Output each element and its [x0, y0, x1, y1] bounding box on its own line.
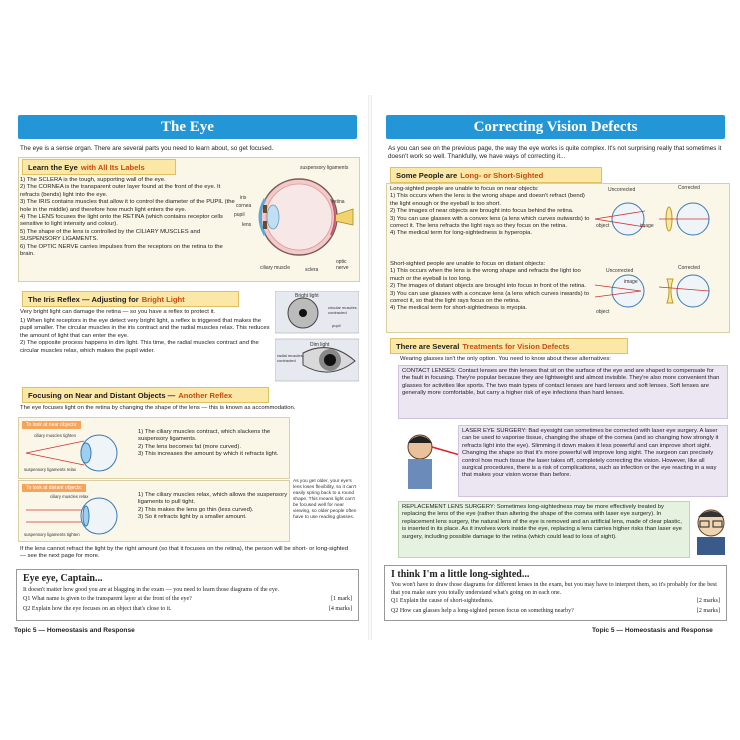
heading-part-a: Learn the Eye: [28, 162, 78, 172]
label-ciliary: ciliary muscle: [260, 265, 291, 271]
treat-lead: Wearing glasses isn't the only option. You need to know about these alternatives:: [400, 356, 611, 362]
list-item: 2) The lens becomes fat (more curved).: [138, 443, 242, 450]
label-pupil-iris: pupil: [332, 323, 341, 328]
question-marks: [2 marks]: [696, 608, 720, 614]
label-object-1: object: [596, 223, 610, 229]
label-retina: retina: [332, 199, 345, 205]
label-dim-light: Dim light: [310, 342, 330, 348]
page-title: The Eye: [161, 118, 214, 135]
long-sight-text: [390, 186, 590, 238]
label-corrected-1: Corrected: [678, 185, 700, 191]
heading-part-b: with All Its Labels: [80, 162, 145, 172]
heading-part-a: Focusing on Near and Distant Objects —: [28, 390, 176, 400]
question-marks: [1 mark]: [331, 596, 352, 602]
list-item: 4) The medical term for long-sightedness is hyperopia.: [390, 230, 532, 237]
list-item: 4) The LENS focuses the light onto the RETINA (which contains receptor cells sensitive to light intensity and colour).: [20, 214, 223, 228]
page-title-banner: [386, 115, 725, 139]
question-marks: [4 marks]: [328, 606, 352, 612]
intro-text: The eye is a sense organ. There are several parts you need to learn about, so get focused.: [20, 145, 274, 152]
right-page: [378, 95, 733, 640]
question-intro: It doesn't matter how good you are at blagging in the exam — you need to learn those diagrams of the eye.: [23, 587, 280, 593]
label-far-b: suspensory ligaments tighten: [24, 532, 80, 537]
list-item: 3) The IRIS contains muscles that allow it to control the diameter of the PUPIL (the hole in the middle) and therefore how much light enters the eye.: [20, 199, 235, 213]
labels-list: [20, 177, 235, 258]
list-item: 2) The images of distant objects are brought into focus in front of the retina.: [390, 283, 587, 290]
laser-illustration: [400, 425, 460, 495]
label-optic: optic nerve: [336, 259, 349, 271]
heading-part-b: Another Reflex: [178, 390, 233, 400]
label-sclera: sclera: [305, 267, 319, 273]
replacement-text: REPLACEMENT LENS SURGERY: Sometimes long-sightedness may be more effectively treated by replacing the lens of the eye (rather than altering the shape of the cornea with laser eye surgery). In replacement lens surgery, the natural lens of the eye is removed and an artificial lens, made of clear plastic, is inserted in its place. As it involves work inside the eye, replacing a lens carries higher risks than laser eye surgery, including possible damage to the retina (which could lead to loss of sight).: [402, 504, 682, 540]
list-item: 1) The SCLERA is the tough, supporting wall of the eye.: [20, 177, 166, 183]
section-heading-focus: [22, 387, 269, 403]
heading-part-b: Long- or Short-Sighted: [460, 170, 544, 180]
list-item: 1) This occurs when the lens is the wrong shape and doesn't refract (bend) the light enough or the eyeball is too short.: [390, 193, 585, 207]
question-row: [391, 598, 720, 604]
label-near-b: suspensory ligaments relax: [24, 467, 77, 472]
label-radial: radial muscles contracted: [277, 353, 303, 363]
list-item: 5) The shape of the lens is controlled by the CILIARY MUSCLES and SUSPENSORY LIGAMENTS.: [20, 228, 201, 243]
label-far-a: ciliary muscles relax: [50, 494, 89, 499]
list-item: 4) The medical term for short-sightedness is myopia.: [390, 305, 528, 312]
left-page: [10, 95, 365, 640]
footer-right: Topic 5 — Homeostasis and Response: [592, 627, 713, 634]
heading-part-a: There are Several: [396, 341, 460, 351]
question-text: Q2 Explain how the eye focuses on an object that's close to it.: [23, 606, 172, 612]
list-item: 2) The images of near objects are brought into focus behind the retina.: [390, 208, 574, 215]
list-item: 2) This makes the lens go thin (less curved).: [138, 506, 254, 513]
iris-list: [20, 318, 270, 355]
intro-text: As you can see on the previous page, the way the eye works is quite complex. It's not surprising really that sometimes it doesn't work so well. Thankfully, we have ways of correcting it...: [388, 145, 722, 160]
label-object-2: object: [596, 309, 610, 315]
label-uncorrected-1: Uncorrected: [608, 187, 636, 193]
label-cornea: cornea: [236, 203, 252, 209]
focus-intro: The eye focuses light on the retina by changing the shape of the lens — this is known as accommodation.: [20, 405, 296, 411]
glasses-man-illustration: [691, 505, 731, 555]
section-heading-sight: [390, 167, 602, 183]
question-row: [23, 596, 352, 602]
label-image-2: image: [624, 279, 638, 285]
label-near-a: ciliary muscles tighten: [34, 433, 77, 438]
label-lens: lens: [242, 222, 252, 228]
label-pupil: pupil: [234, 212, 245, 218]
list-item: 2) The opposite process happens in dim light. This time, the radial muscles contract and the circular muscles relax, which makes the pupil wider.: [20, 340, 259, 354]
section-heading-iris: [22, 291, 239, 307]
list-item: 2) The CORNEA is the transparent outer layer found at the front of the eye. It refracts (bends) light into the eye.: [20, 184, 221, 198]
question-box-left: [16, 569, 359, 621]
question-title: Eye eye, Captain...: [23, 573, 103, 584]
label-corrected-2: Corrected: [678, 265, 700, 271]
question-intro: You won't have to draw those diagrams for different lenses in the exam, but you may have to interpret them, so it's probably for the best that you make sure you totally understand what's going on in each one.: [391, 582, 717, 596]
question-marks: [2 marks]: [696, 598, 720, 604]
question-text: Q2 How can glasses help a long-sighted person focus on something nearby?: [391, 608, 574, 614]
laser-text: LASER EYE SURGERY: Bad eyesight can sometimes be corrected with laser eye surgery. A laser can be used to vaporise tissue, changing the shape of the cornea (and so changing how strongly it refracts light into the eye). Slimming it down makes it less powerful and can improve short sight. Changing the shape so that it's more powerful will improve long sight. The surgeon can precisely control how much tissue the laser takes off, completely correcting the vision. However, like all surgical procedures, there is a risk of complications, such as infection or the eye reacting in a way that makes your vision worse than before.: [462, 428, 719, 479]
far-list: [138, 492, 288, 522]
question-box-right: [384, 565, 727, 621]
heading-part-a: Some People are: [396, 170, 458, 180]
contact-lens-text: CONTACT LENSES: Contact lenses are thin lenses that sit on the surface of the eye and are shaped to compensate for the fault in focusing. They're popular because they are lightweight and almost invisible. They're also more convenient than glasses for activities like sports. The two main types of contact lenses are hard lenses and soft lenses. Soft lenses are generally more comfortable, but carry a higher risk of eye infections than hard lenses.: [402, 368, 720, 397]
question-row: [23, 606, 352, 612]
heading-part-b: Treatments for Vision Defects: [462, 341, 570, 351]
side-note: As you get older, your eye's lens loses flexibility, so it can't easily spring back to a round shape. This means light can't be focused well for near viewing, so older people often have to use reading glasses.: [293, 479, 357, 520]
heading-part-a: The Iris Reflex — Adjusting for: [28, 294, 139, 304]
section-heading-labels: [22, 159, 176, 175]
book-spine: [368, 95, 372, 640]
far-tag: To look at distant objects:: [22, 484, 86, 492]
label-image-1: image: [640, 223, 654, 229]
section-heading-treat: [390, 338, 628, 354]
list-item: 1) When light receptors in the eye detect very bright light, a reflex is triggered that makes the pupil smaller. The circular muscles in the iris contract and the radial muscles relax. This reduces the amount of light that can enter the eye.: [20, 318, 270, 339]
heading-part-b: Bright Light: [141, 294, 185, 304]
list-item: 3) So it refracts light by a smaller amount.: [138, 514, 247, 521]
list-item: 1) The ciliary muscles relax, which allows the suspensory ligaments to pull tight.: [138, 492, 288, 506]
label-circular: circular muscles contracted: [328, 305, 357, 315]
list-item: 1) This occurs when the lens is the wrong shape and refracts the light too much or the eyeball is too long.: [390, 268, 581, 282]
label-iris: iris: [240, 195, 247, 201]
list-item: 3) You can use glasses with a convex lens (a lens which curves outwards) to correct it. The lens refracts the light rays so they focus on the retina.: [390, 215, 590, 230]
near-list: [138, 429, 288, 459]
short-sight-text: [390, 261, 590, 313]
list-item: 1) The ciliary muscles contract, which slackens the suspensory ligaments.: [138, 429, 271, 443]
question-title: I think I'm a little long-sighted...: [391, 569, 530, 580]
short-lead: Short-sighted people are unable to focus on distant objects:: [390, 261, 546, 267]
page-title: Correcting Vision Defects: [473, 118, 638, 135]
label-uncorrected-2: Uncorrected: [606, 268, 634, 274]
list-item: 3) This increases the amount by which it refracts light.: [138, 451, 279, 458]
iris-intro: Very bright light can damage the retina — so you have a reflex to protect it.: [20, 309, 216, 315]
sight-diagrams: [593, 191, 723, 326]
label-bright-light: Bright light: [295, 293, 319, 299]
list-item: 3) You can use glasses with a concave lens (a lens which curves inwards) to correct it, so that the light rays focus on the retina.: [390, 290, 590, 305]
long-lead: Long-sighted people are unable to focus on near objects:: [390, 186, 539, 192]
label-suspensory: suspensory ligaments: [300, 165, 349, 171]
question-text: Q1 Explain the cause of short-sightedness.: [391, 598, 494, 604]
near-tag: To look at near objects:: [22, 421, 81, 429]
focus-footnote: If the lens cannot refract the light by the right amount (so that it focuses on the retina), the person will be short- or long-sighted — see the next page for more.: [20, 546, 349, 560]
question-text: Q1 What name is given to the transparent layer at the front of the eye?: [23, 596, 192, 602]
footer-left: Topic 5 — Homeostasis and Response: [14, 627, 135, 634]
page-title-banner: [18, 115, 357, 139]
question-row: [391, 608, 720, 614]
list-item: 6) The OPTIC NERVE carries impulses from the receptors on the retina to the brain.: [20, 243, 223, 258]
